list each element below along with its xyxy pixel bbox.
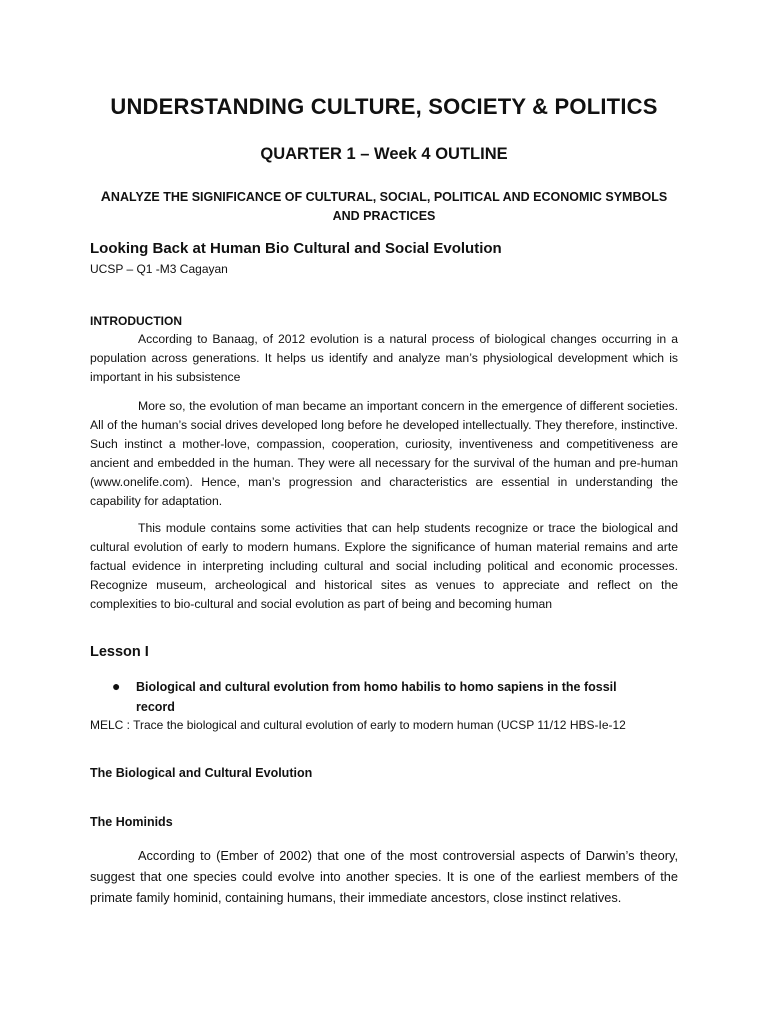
- intro-paragraph-3-text: This module contains some activities that can help students recognize or trace the biological and cultural evolution of early to modern humans. Explore the significance of human material remains and arte factual evidence in interpreting including cultural and social including political and economic processes. Recognize museum, archeological and historical sites as venues to appreciate and reflect on the complexities to bio-cultural and social evolution as part of being and becoming human: [90, 521, 678, 611]
- objective-heading: [90, 187, 678, 226]
- source-line: UCSP – Q1 -M3 Cagayan: [90, 262, 228, 276]
- hominids-paragraph-text: According to (Ember of 2002) that one of the most controversial aspects of Darwin’s theory, suggest that one species could evolve into another species. It is one of the earliest members of the primate family hominid, containing humans, their immediate ancestors, close instinct relatives.: [90, 848, 678, 905]
- document-title: UNDERSTANDING CULTURE, SOCIETY & POLITICS: [110, 94, 658, 119]
- biological-cultural-evolution-heading: The Biological and Cultural Evolution: [90, 766, 313, 780]
- hominids-paragraph: [90, 845, 678, 908]
- melc-line: MELC : Trace the biological and cultural evolution of early to modern human (UCSP 11/12 HBS-Ie-12: [90, 718, 626, 732]
- intro-paragraph-1: [90, 330, 678, 387]
- bullet-icon: ●: [112, 678, 121, 694]
- document-subtitle: QUARTER 1 – Week 4 OUTLINE: [260, 145, 508, 163]
- intro-paragraph-3: [90, 519, 678, 614]
- lesson-title: Lesson I: [90, 644, 149, 660]
- intro-paragraph-1-text: According to Banaag, of 2012 evolution is a natural process of biological changes occurring in a population across generations. It helps us identify and analyze man’s physiological development which is important in his subsistence: [90, 332, 678, 384]
- intro-paragraph-2: [90, 397, 678, 511]
- introduction-heading: INTRODUCTION: [90, 314, 182, 328]
- bullet-text: Biological and cultural evolution from homo habilis to homo sapiens in the fossil record: [136, 680, 617, 714]
- hominids-heading: The Hominids: [90, 815, 173, 829]
- objective-rest: NALYZE THE SIGNIFICANCE OF CULTURAL, SOCIAL, POLITICAL AND ECONOMIC SYMBOLS AND PRACTICES: [110, 190, 668, 223]
- section-title: Looking Back at Human Bio Cultural and Social Evolution: [90, 240, 502, 257]
- objective-first-letter: A: [100, 188, 111, 204]
- intro-paragraph-2-text: More so, the evolution of man became an important concern in the emergence of different societies. All of the human’s social drives developed long before he developed intellectually. They therefore, instinctive. Such instinct a mother-love, compassion, cooperation, curiosity, inventiveness and competitiveness are ancient and embedded in the human. They were all necessary for the survival of the human and pre-human (www.onelife.com). Hence, man’s progression and characteristics are essential in understanding the capability for adaptation.: [90, 399, 678, 508]
